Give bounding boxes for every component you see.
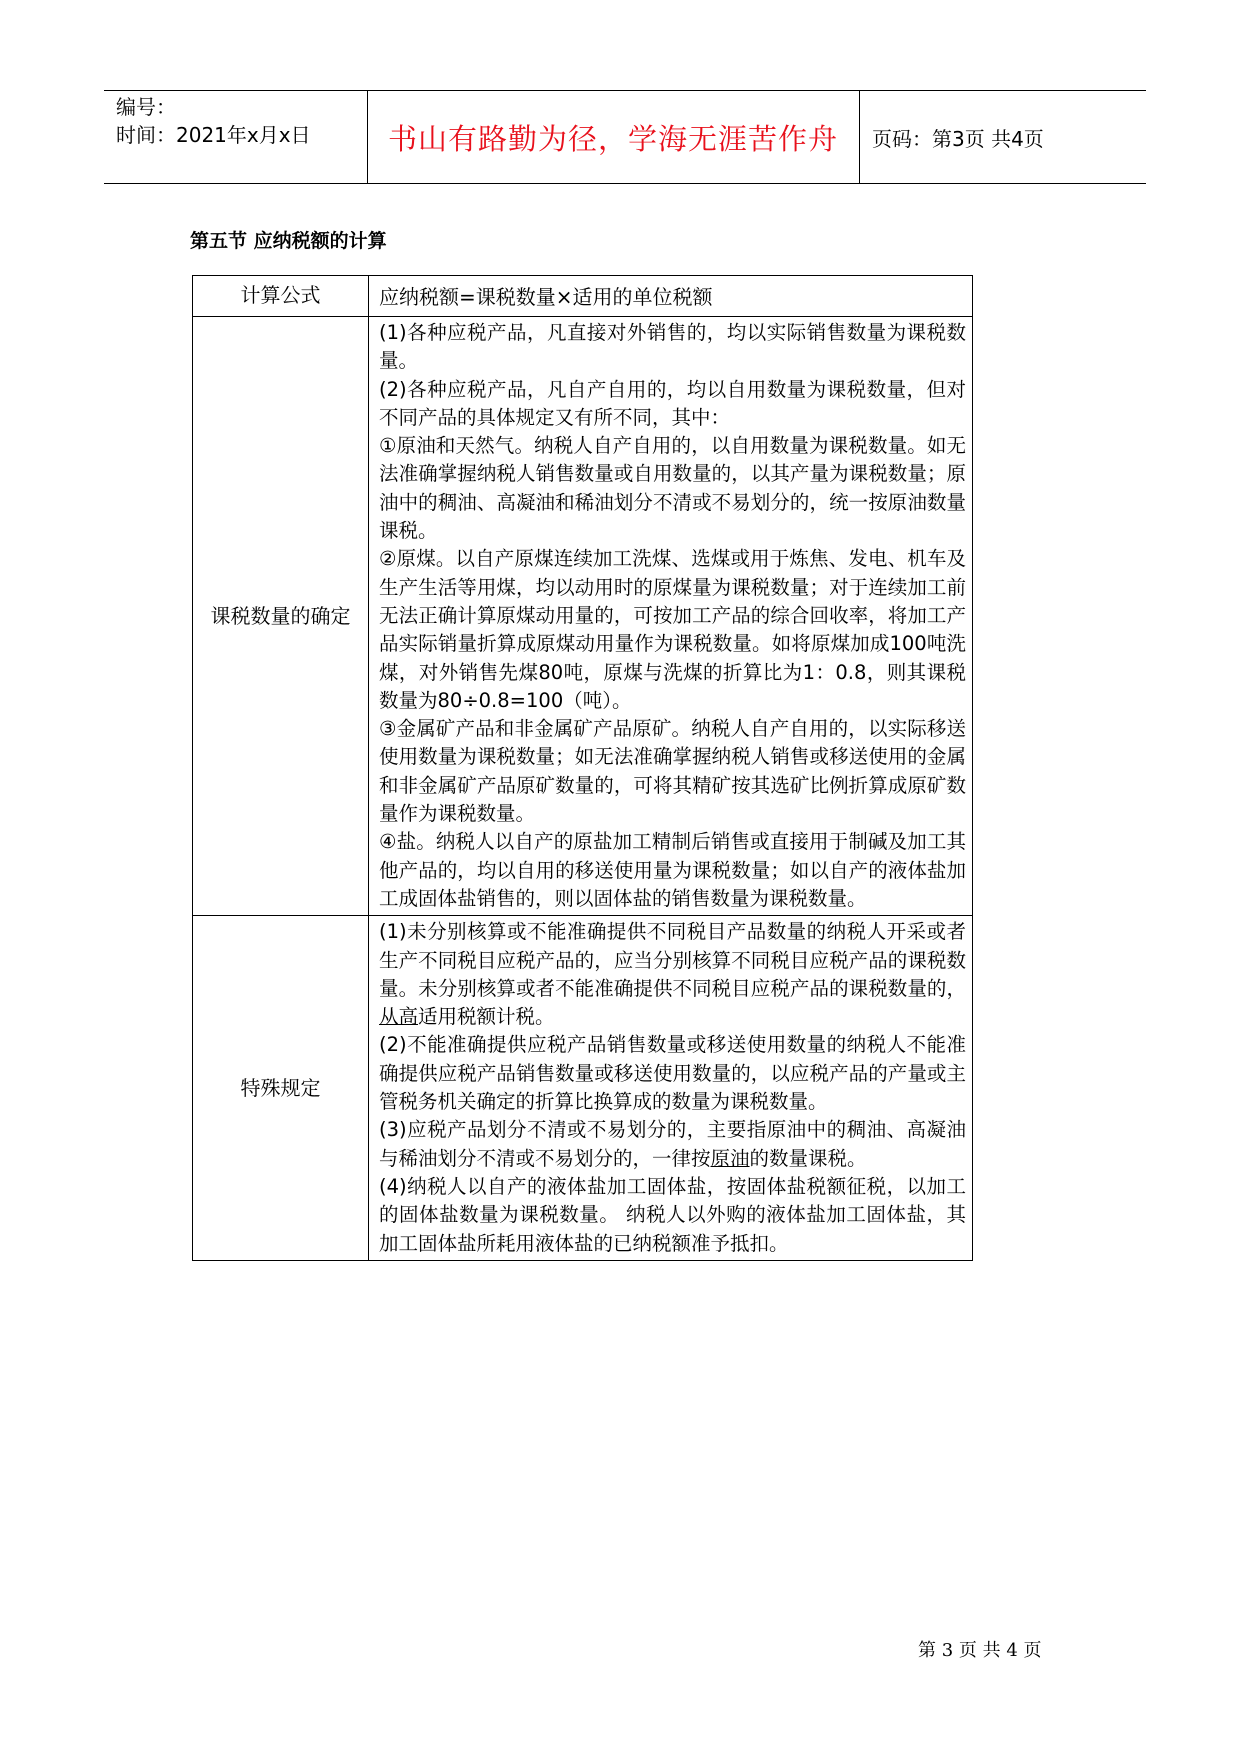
paragraph: ②原煤。以自产原煤连续加工洗煤、选煤或用于炼焦、发电、机车及生产生活等用煤，均以动用时的原煤量为课税数量；对于连续加工前无法正确计算原煤动用量的，可按加工产品的综合回收率，将加工产品实际销量折算成原煤动用量作为课税数量。如将原煤加成100吨洗煤，对外销售先煤80吨，原煤与洗煤的折算比为1：0.8，则其课税数量为80÷0.8=100（吨）。: [379, 547, 966, 712]
row-label-special: 特殊规定: [193, 916, 369, 1261]
paragraph: ④盐。纳税人以自产的原盐加工精制后销售或直接用于制碱及加工其他产品的，均以自用的移送使用量为课税数量；如以自产的液体盐加工成固体盐销售的，则以固体盐的销售数量为课税数量。: [379, 830, 966, 910]
section-title: 第五节 应纳税额的计算: [190, 230, 387, 252]
special-content: [369, 916, 973, 1261]
text-run: (3)应税产品划分不清或不易划分的，主要指原油中的稠油、高凝油与稀油划分不清或不易划分的，一律按: [379, 1118, 966, 1170]
text-run: 适用税额计税。: [418, 1005, 555, 1029]
underlined-text: 原油: [710, 1146, 750, 1170]
paragraph: (2)各种应税产品，凡自产自用的，均以自用数量为课税数量，但对不同产品的具体规定又有所不同，其中：: [379, 377, 966, 429]
tax-table: [192, 275, 973, 1261]
paragraph: ③金属矿产品和非金属矿产品原矿。纳税人自产自用的，以实际移送使用数量为课税数量；如无法准确掌握纳税人销售或移送使用的金属和非金属矿产品原矿数量的，可将其精矿按其选矿比例折算成原矿数量作为课税数量。: [379, 717, 966, 826]
page-footer: 第 3 页 共 4 页: [918, 1640, 1042, 1661]
paragraph: ①原油和天然气。纳税人自产自用的，以自用数量为课税数量。如无法准确掌握纳税人销售数量或自用数量的，以其产量为课税数量；原油中的稠油、高凝油和稀油划分不清或不易划分的，统一按原油数量课税。: [379, 434, 966, 543]
text-run: 的数量课税。: [749, 1146, 867, 1170]
paragraph: [379, 918, 966, 1031]
page-header: [104, 90, 1146, 184]
table-row: [193, 916, 973, 1261]
header-meta: [116, 93, 366, 149]
paragraph: (1)各种应税产品，凡直接对外销售的，均以实际销售数量为课税数量。: [379, 321, 966, 373]
row-label-formula: 计算公式: [193, 276, 369, 317]
header-divider: [859, 91, 860, 183]
row-label-quantity: 课税数量的确定: [193, 317, 369, 916]
text-run: (1)未分别核算或不能准确提供不同税目产品数量的纳税人开采或者生产不同税目应税产品的，应当分别核算不同税目应税产品的课税数量。未分别核算或者不能准确提供不同税目应税产品的课税数量的，: [379, 920, 966, 1000]
serial-number-label: 编号：: [116, 95, 176, 119]
quantity-content: [369, 317, 973, 916]
table-row: [193, 276, 973, 317]
underlined-text: 从高: [379, 1005, 419, 1029]
header-page-label: 页码：第3页 共4页: [872, 126, 1044, 151]
time-label: 时间：2021年x月x日: [116, 123, 311, 147]
paragraph: (2)不能准确提供应税产品销售数量或移送使用数量的纳税人不能准确提供应税产品销售数量或移送使用数量的，以应税产品的产量或主管税务机关确定的折算比换算成的数量为课税数量。: [379, 1033, 966, 1114]
paragraph: [379, 1116, 966, 1173]
table-row: [193, 317, 973, 916]
paragraph: (4)纳税人以自产的液体盐加工固体盐，按固体盐税额征税，以加工的固体盐数量为课税数量。 纳税人以外购的液体盐加工固体盐，其加工固体盐所耗用液体盐的已纳税额准予抵扣。: [379, 1174, 966, 1255]
header-divider: [367, 91, 368, 183]
header-motto: 书山有路勤为径，学海无涯苦作舟: [387, 121, 838, 156]
formula-text: 应纳税额=课税数量×适用的单位税额: [369, 276, 973, 317]
